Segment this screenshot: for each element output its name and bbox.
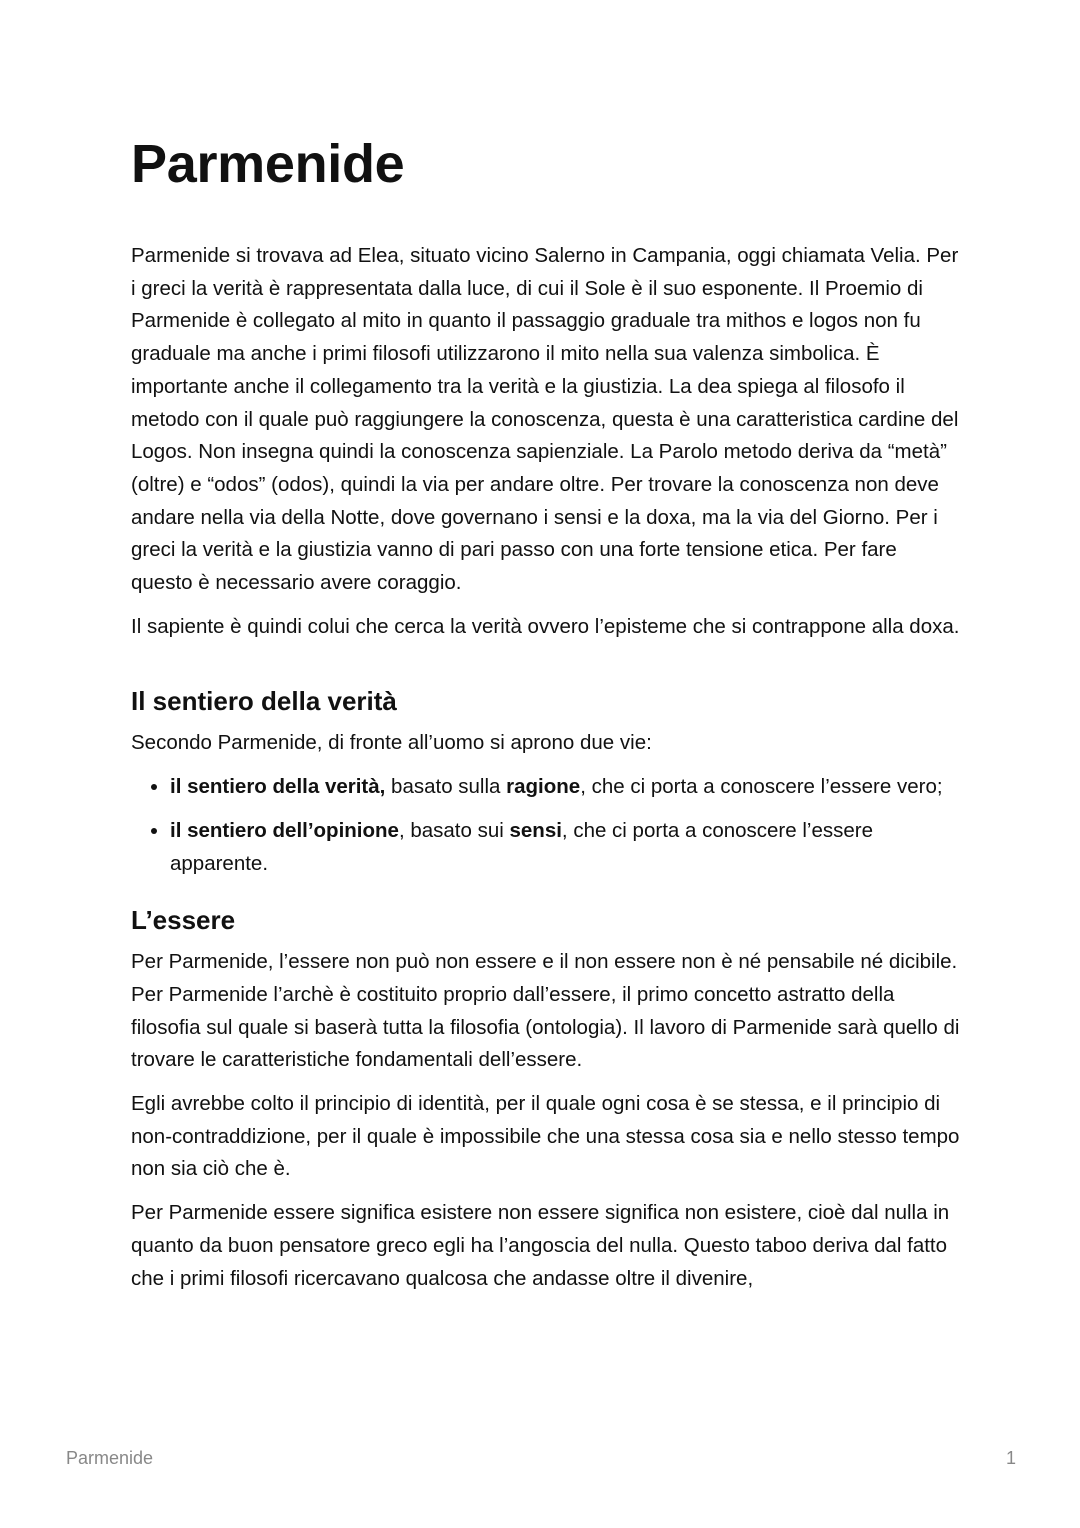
section-heading-essere: L’essere bbox=[131, 905, 236, 936]
list-text: , basato sui bbox=[398, 818, 510, 842]
document-body bbox=[131, 128, 961, 1306]
list-item bbox=[170, 815, 961, 880]
list-item bbox=[170, 771, 961, 804]
bold-text: il sentiero dell’opinione bbox=[170, 818, 399, 842]
list-text: , che ci porta a conoscere l’essere apparente. bbox=[170, 818, 873, 875]
intro-paragraph-2: Il sapiente è quindi colui che cerca la verità ovvero l’episteme che si contrappone alla doxa. bbox=[131, 614, 960, 638]
list-text: basato sulla bbox=[385, 775, 507, 799]
bold-text: il sentiero della verità, bbox=[170, 775, 386, 799]
section-lead: Secondo Parmenide, di fronte all’uomo si aprono due vie: bbox=[131, 731, 652, 755]
essere-paragraph-3: Per Parmenide essere significa esistere non essere significa non esistere, cioè dal nulla in quanto da buon pensatore greco egli ha l’angoscia del nulla. Questo taboo deriva dal fatto che i primi filosofi ricercavano qualcosa che andasse oltre il divenire, bbox=[131, 1201, 950, 1290]
essere-paragraph-1: Per Parmenide, l’essere non può non essere e il non essere non è né pensabile né dicibile. Per Parmenide l’archè è costituito proprio dall’essere, il primo concetto astratto della filosofia sul quale si baserà tutta la filosofia (ontologia). Il lavoro di Parmenide sarà quello di trovare le caratteristiche fondamentali dell’essere. bbox=[131, 950, 960, 1072]
essere-paragraph-2: Egli avrebbe colto il principio di identità, per il quale ogni cosa è se stessa, e il principio di non-contraddizione, per il quale è impossibile che una stessa cosa sia e nello stesso tempo non sia ciò che è. bbox=[131, 1092, 960, 1181]
page-title: Parmenide bbox=[131, 134, 405, 194]
section-heading-sentiero: Il sentiero della verità bbox=[131, 686, 397, 717]
footer-title: Parmenide bbox=[66, 1448, 154, 1468]
page-number: 1 bbox=[1005, 1448, 1016, 1468]
bold-text: ragione bbox=[506, 775, 581, 799]
bullet-list bbox=[131, 771, 961, 880]
list-text: , che ci porta a conoscere l’essere vero; bbox=[580, 775, 943, 799]
bold-text: sensi bbox=[509, 818, 562, 842]
intro-paragraph-1: Parmenide si trovava ad Elea, situato vicino Salerno in Campania, oggi chiamata Velia. Per i greci la verità è rappresentata dalla luce, di cui il Sole è il suo esponente. Il Proemio di Parmenide è collegato al mito in quanto il passaggio graduale tra mithos e logos non fu graduale ma anche i primi filosofi utilizzarono il mito nella sua valenza simbolica. È importante anche il collegamento tra la verità e la giustizia. La dea spiega al filosofo il metodo con il quale può raggiungere la conoscenza, questa è una caratteristica cardine del Logos. Non insegna quindi la conoscenza sapienziale. La Parolo metodo deriva da “metà” (oltre) e “odos” (odos), quindi la via per andare oltre. Per trovare la conoscenza non deve andare nella via della Notte, dove governano i sensi e la doxa, ma la via del Giorno. Per i greci la verità e la giustizia vanno di pari passo con una forte tensione etica. Per fare questo è necessario avere coraggio. bbox=[131, 244, 959, 595]
